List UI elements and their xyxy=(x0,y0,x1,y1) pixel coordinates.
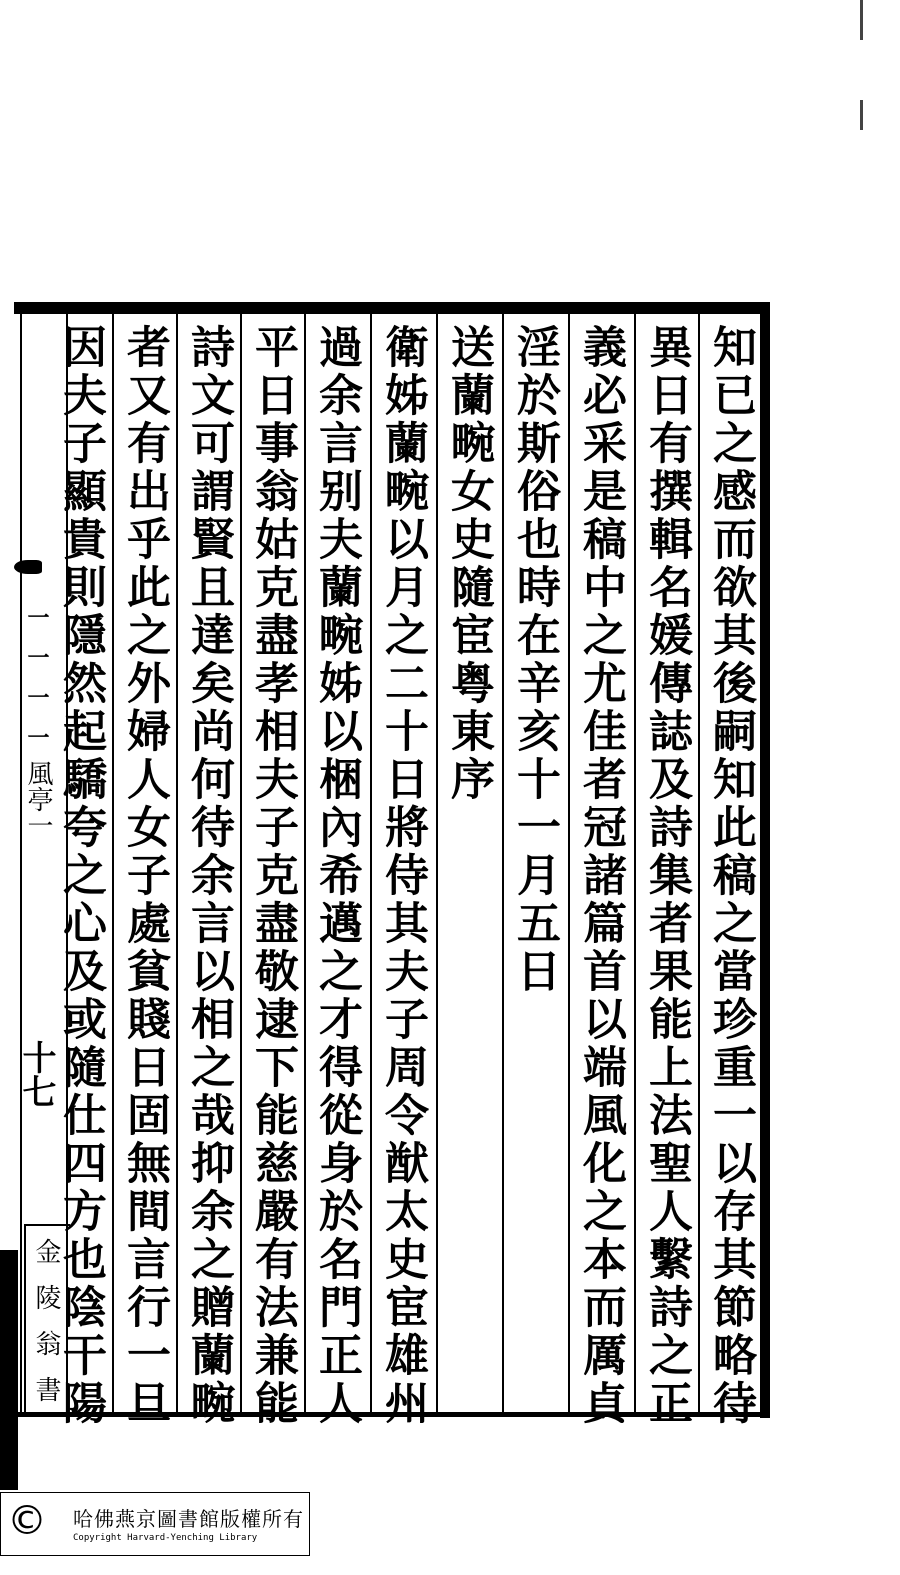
copyright-chinese: 哈佛燕京圖書館版權所有 xyxy=(73,1507,304,1531)
text-column: 知已之感而欲其後嗣知此稿之當珍重一以存其節略待 xyxy=(705,324,756,1428)
frame-left-border xyxy=(20,314,22,1414)
leaf-number: 十七 xyxy=(16,1040,56,1108)
scan-edge-mark xyxy=(860,100,863,130)
text-column: 者又有出乎此之外婦人女子處貧賤日固無間言行一旦 xyxy=(119,324,170,1428)
section-title: 送蘭畹女史隨宦粤東序 xyxy=(443,324,494,804)
text-column: 異日有撰輯名媛傳誌及詩集者果能上法聖人繫詩之正 xyxy=(641,324,692,1428)
text-column: 衛姊蘭畹以月之二十日將侍其夫子周令猷太史宦雄州 xyxy=(377,324,428,1428)
text-column: 義必采是稿中之尤佳者冠諸篇首以端風化之本而厲貞 xyxy=(575,324,626,1428)
copyright-english: Copyright Harvard-Yenching Library xyxy=(73,1533,258,1543)
text-column: 詩文可謂賢且達矣尚何待余言以相之哉抑余之贈蘭畹 xyxy=(183,324,234,1428)
publisher-mark: 金陵翁書 xyxy=(31,1238,61,1422)
copyright-icon: © xyxy=(7,1498,47,1544)
fish-tail-mark xyxy=(14,560,42,574)
copyright-stamp xyxy=(0,1492,310,1556)
frame-right-border xyxy=(760,308,770,1418)
margin-title: 風亭一 xyxy=(23,760,53,838)
scan-edge-mark xyxy=(860,0,863,40)
text-column: 淫於斯俗也時在辛亥十一月五日 xyxy=(509,324,560,996)
frame-top-border xyxy=(14,302,770,314)
text-column: 過余言别夫蘭畹姊以梱內希邁之才得從身於名門正人 xyxy=(311,324,362,1428)
text-column: 因夫子顯貴則隱然起驕夸之心及或隨仕四方也陰干陽 xyxy=(55,324,106,1428)
scan-edge-stain xyxy=(0,1250,18,1490)
text-column: 平日事翁姑克盡孝相夫子克盡敬逮下能慈嚴有法兼能 xyxy=(247,324,298,1428)
folio-dashes: 一一一一 xyxy=(24,606,50,766)
